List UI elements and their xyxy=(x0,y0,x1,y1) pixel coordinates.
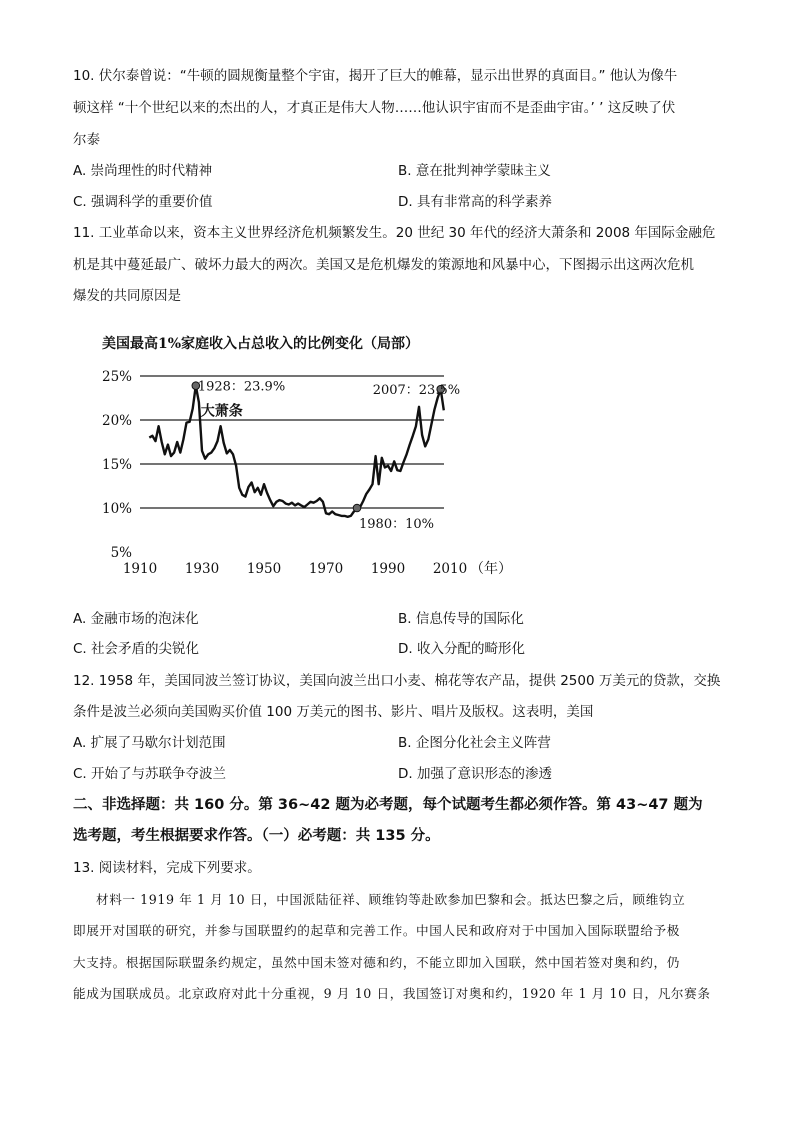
q11-stem-line-2: 机是其中蔓延最广、破坏力最大的两次。美国又是危机爆发的策源地和风暴中心，下图揭示出这两次危机 xyxy=(73,257,694,273)
q13-intro: 13. 阅读材料，完成下列要求。 xyxy=(73,860,261,876)
annotation-1928-peak: 1928：23.9% xyxy=(197,379,286,395)
section-2-heading-line-2: 选考题，考生根据要求作答。（一）必考题：共 135 分。 xyxy=(73,828,440,844)
q10-stem-line-3: 尔泰 xyxy=(73,132,100,148)
y-tick-label: 20% xyxy=(101,413,132,429)
annotation-2007-peak: 2007：23.5% xyxy=(372,383,461,399)
q10-option-c: C. 强调科学的重要价值 xyxy=(73,194,213,210)
q13-material-line-3: 大支持。根据国际联盟条约规定，虽然中国未签对德和约，不能立即加入国联，然中国若签对奥和约，仍 xyxy=(73,955,680,970)
x-tick-label: 2010 xyxy=(432,561,468,577)
q11-option-d: D. 收入分配的畸形化 xyxy=(398,641,525,657)
q12-option-d: D. 加强了意识形态的渗透 xyxy=(398,766,552,782)
chart-title: 美国最高1%家庭收入占总收入的比例变化（局部） xyxy=(102,336,420,352)
chart-y-tick-labels xyxy=(102,369,132,561)
chart-series-line xyxy=(149,386,444,517)
y-tick-label: 5% xyxy=(110,545,132,561)
chart-x-axis-label: （年） xyxy=(470,561,512,577)
q13-material-line-4: 能成为国联成员。北京政府对此十分重视，9 月 10 日，我国签订对奥和约，1920 年 1 月 10 日，凡尔赛条 xyxy=(73,986,711,1001)
x-tick-label: 1950 xyxy=(246,561,282,577)
q10-option-d: D. 具有非常高的科学素养 xyxy=(398,194,552,210)
q13-material-line-2: 即展开对国联的研究，并参与国联盟约的起草和完善工作。中国人民和政府对于中国加入国际联盟给予极 xyxy=(73,923,680,938)
q11-option-a: A. 金融市场的泡沫化 xyxy=(73,611,199,627)
chart-x-tick-labels xyxy=(123,561,467,577)
q11-option-c: C. 社会矛盾的尖锐化 xyxy=(73,641,200,657)
x-tick-label: 1930 xyxy=(184,561,220,577)
q10-option-a: A. 崇尚理性的时代精神 xyxy=(73,163,213,179)
chart-markers xyxy=(192,379,445,512)
q13-material-line-1: 材料一 1919 年 1 月 10 日，中国派陆征祥、顾维钧等赴欧参加巴黎和会。抵达巴黎之后，顾维钧立 xyxy=(96,892,686,907)
y-tick-label: 10% xyxy=(101,501,132,517)
q12-option-c: C. 开始了与苏联争夺波兰 xyxy=(73,766,227,782)
income-share-chart xyxy=(90,328,530,588)
y-tick-label: 15% xyxy=(101,457,132,473)
q12-stem-line-1: 12. 1958 年，美国同波兰签订协议，美国向波兰出口小麦、棉花等农产品，提供 2500 万美元的贷款，交换 xyxy=(73,673,721,689)
q10-option-b: B. 意在批判神学蒙昧主义 xyxy=(398,163,551,179)
x-tick-label: 1910 xyxy=(122,561,158,577)
x-tick-label: 1990 xyxy=(370,561,406,577)
q12-stem-line-2: 条件是波兰必须向美国购买价值 100 万美元的图书、影片、唱片及版权。这表明，美国 xyxy=(73,704,594,720)
highlight-marker xyxy=(353,504,361,512)
y-tick-label: 25% xyxy=(101,369,132,385)
q12-option-b: B. 企图分化社会主义阵营 xyxy=(398,735,551,751)
q10-stem-line-2: 顿这样 “十个世纪以来的杰出的人，才真正是伟大人物……他认识宇宙而不是歪曲宇宙。’ ’ 这反映了伏 xyxy=(73,100,676,116)
q11-stem-line-1: 11. 工业革命以来，资本主义世界经济危机频繁发生。20 世纪 30 年代的经济大萧条和 2008 年国际金融危 xyxy=(73,225,716,241)
section-2-heading-line-1: 二、非选择题：共 160 分。第 36~42 题为必考题，每个试题考生都必须作答。第 43~47 题为 xyxy=(73,797,703,813)
q10-stem-line-1: 10. 伏尔泰曾说：“牛顿的圆规衡量整个宇宙，揭开了巨大的帷幕，显示出世界的真面目。” 他认为像牛 xyxy=(73,68,678,84)
q12-option-a: A. 扩展了马歇尔计划范围 xyxy=(73,735,226,751)
q11-option-b: B. 信息传导的国际化 xyxy=(398,611,524,627)
q11-stem-line-3: 爆发的共同原因是 xyxy=(73,288,181,304)
annotation-1980-low: 1980：10% xyxy=(359,517,434,532)
annotation-great-depression: 大萧条 xyxy=(200,403,243,420)
x-tick-label: 1970 xyxy=(308,561,344,577)
